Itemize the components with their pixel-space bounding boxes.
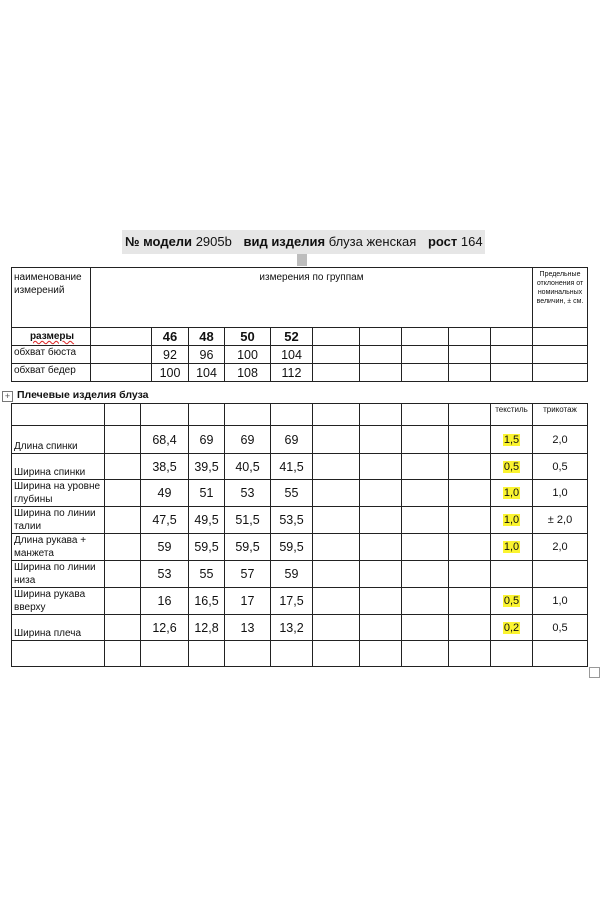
header-name: наименование измерений (12, 268, 91, 328)
value-cell: 51,5 (225, 507, 271, 534)
value-cell: 13,2 (271, 615, 313, 641)
value-cell: 108 (225, 364, 271, 382)
value-cell: 51 (189, 480, 225, 507)
value-cell: 17,5 (271, 588, 313, 615)
textile-tolerance: 1,0 (503, 487, 520, 499)
table-row (12, 480, 588, 507)
empty-row (12, 641, 588, 667)
textile-tolerance: 0,5 (503, 460, 520, 473)
knit-tolerance: 2,0 (533, 426, 588, 454)
value-cell: 39,5 (189, 454, 225, 480)
value-cell: 59,5 (189, 534, 225, 561)
section-title: Плечевые изделия блуза (17, 389, 149, 401)
value-cell: 57 (225, 561, 271, 588)
knit-tolerance: 2,0 (533, 534, 588, 561)
value-cell: 17 (225, 588, 271, 615)
value-cell: 49 (141, 480, 189, 507)
value-cell: 41,5 (271, 454, 313, 480)
value-cell: 104 (271, 346, 313, 364)
value-cell: 53,5 (271, 507, 313, 534)
row-label: обхват бедер (12, 364, 91, 382)
table-row (12, 615, 588, 641)
value-cell: 12,8 (189, 615, 225, 641)
value-cell: 69 (189, 426, 225, 454)
textile-tolerance: 1,5 (503, 433, 520, 446)
table-row (12, 454, 588, 480)
value-cell: 100 (152, 364, 189, 382)
value-cell: 16,5 (189, 588, 225, 615)
knit-tolerance: 1,0 (533, 480, 588, 507)
size-cell: 52 (271, 328, 313, 346)
table-row (12, 426, 588, 454)
knit-tolerance: 0,5 (533, 615, 588, 641)
document-title (122, 230, 485, 254)
value-cell: 96 (189, 346, 225, 364)
measurements-table (11, 403, 588, 667)
value-cell: 13 (225, 615, 271, 641)
value-cell: 69 (271, 426, 313, 454)
sizes-label: размеры (29, 331, 75, 342)
row-label: обхват бюста (12, 346, 91, 364)
value-cell: 92 (152, 346, 189, 364)
value-cell: 40,5 (225, 454, 271, 480)
page-corner-marker (589, 667, 600, 678)
row-label: Длина спинки (12, 426, 105, 454)
value-cell: 59,5 (225, 534, 271, 561)
knit-tolerance: 1,0 (533, 588, 588, 615)
type-label: вид изделия (243, 234, 326, 249)
knit-tolerance (533, 561, 588, 588)
row-label: Длина рукава + манжета (12, 534, 105, 561)
value-cell: 100 (225, 346, 271, 364)
col-knit: трикотаж (533, 404, 588, 426)
value-cell: 16 (141, 588, 189, 615)
row-label: Ширина плеча (12, 615, 105, 641)
sizes-table (11, 267, 588, 382)
size-cell: 50 (225, 328, 271, 346)
table-row (12, 588, 588, 615)
value-cell: 59 (141, 534, 189, 561)
value-cell: 112 (271, 364, 313, 382)
table-move-handle[interactable]: + (2, 391, 13, 402)
value-cell: 59,5 (271, 534, 313, 561)
row-label: Ширина спинки (12, 454, 105, 480)
model-label: № модели (125, 234, 193, 249)
knit-tolerance: 0,5 (533, 454, 588, 480)
value-cell: 104 (189, 364, 225, 382)
row-label: Ширина по линии талии (12, 507, 105, 534)
value-cell: 55 (271, 480, 313, 507)
row-label: Ширина по линии низа (12, 561, 105, 588)
value-cell: 12,6 (141, 615, 189, 641)
value-cell: 59 (271, 561, 313, 588)
value-cell: 53 (141, 561, 189, 588)
height-value: 164 (460, 234, 483, 249)
title-connector (297, 254, 307, 266)
value-cell: 49,5 (189, 507, 225, 534)
table-row (12, 346, 588, 364)
header-measure: измерения по группам (91, 268, 533, 328)
header-deviation: Предельные отклонения от номинальных величин, ± см. (533, 268, 588, 328)
value-cell: 69 (225, 426, 271, 454)
table-row (12, 507, 588, 534)
textile-tolerance: 0,2 (503, 621, 520, 634)
row-label: Ширина на уровне глубины (12, 480, 105, 507)
type-value: блуза женская (328, 234, 417, 249)
table-row (12, 534, 588, 561)
knit-tolerance: ± 2,0 (533, 507, 588, 534)
textile-tolerance: 1,0 (503, 541, 520, 553)
size-cell: 48 (189, 328, 225, 346)
table-row (12, 561, 588, 588)
textile-tolerance: 1,0 (503, 514, 520, 526)
col-textile: текстиль (491, 404, 533, 426)
value-cell: 53 (225, 480, 271, 507)
size-cell: 46 (152, 328, 189, 346)
height-label: рост (427, 234, 458, 249)
value-cell: 55 (189, 561, 225, 588)
value-cell: 38,5 (141, 454, 189, 480)
value-cell: 68,4 (141, 426, 189, 454)
value-cell: 47,5 (141, 507, 189, 534)
table-row (12, 364, 588, 382)
row-label: Ширина рукава вверху (12, 588, 105, 615)
textile-tolerance: 0,5 (503, 595, 520, 607)
model-value: 2905b (195, 234, 232, 249)
